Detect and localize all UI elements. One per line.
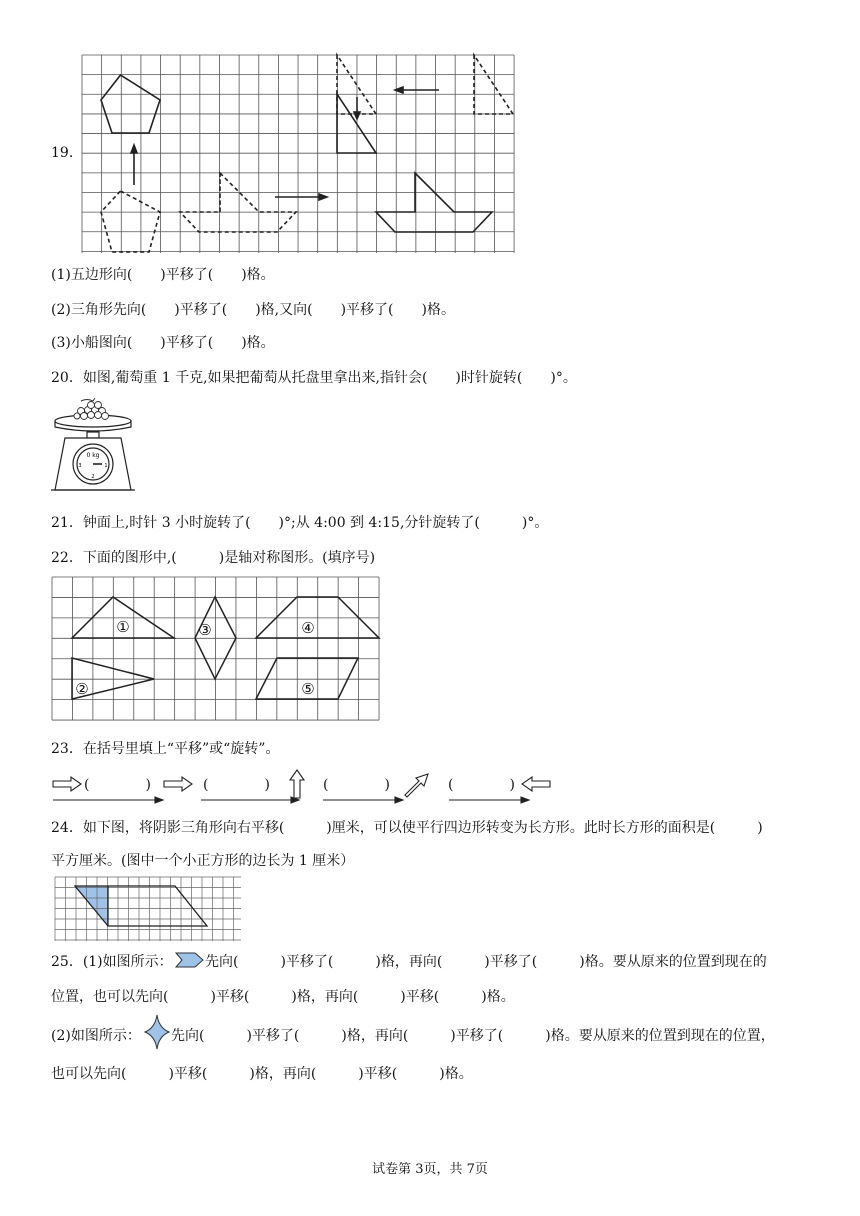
q23-blank-2: ( ) — [203, 777, 270, 793]
pentagon-original — [101, 191, 160, 252]
q19-grid-figure — [82, 55, 514, 253]
q25-p1-prefix: 25．(1)如图所示： — [51, 954, 173, 970]
label-4: ④ — [301, 619, 315, 637]
q25-p2-line-2: 也可以先向( )平移( )格，再向( )平移( )格。 — [51, 1066, 473, 1082]
four-point-star-icon — [144, 1014, 170, 1050]
svg-text:3: 3 — [78, 463, 82, 469]
dial-label: 0 kg — [86, 452, 100, 459]
q25-p2-prefix: (2)如图所示： — [51, 1028, 141, 1044]
q19-line-2: (2)三角形先向( )平移了( )格,又向( )平移了( )格。 — [51, 302, 455, 318]
pentagon-moved — [101, 75, 160, 133]
q24-line-2: 平方厘米。(图中一个小正方形的边长为 1 厘米） — [51, 853, 355, 869]
q20-text: 20．如图,葡萄重 1 千克,如果把葡萄从托盘里拿出来,指针会( )时针旋转( )°。 — [51, 370, 577, 386]
q23-blank-3: ( ) — [323, 777, 390, 793]
label-3: ③ — [198, 621, 212, 639]
q24-grid-figure — [55, 877, 241, 941]
q24-line-1: 24．如下图，将阴影三角形向右平移( )厘米，可以使平行四边形转变为长方形。此时长方形的面积是( ) — [51, 820, 763, 836]
label-5: ⑤ — [301, 680, 315, 698]
q22-grid-figure — [52, 577, 379, 720]
triangle-moved — [474, 55, 513, 114]
q25-p1-line-2: 位置，也可以先向( )平移( )格，再向( )平移( )格。 — [51, 989, 515, 1005]
q23-blank-4: ( ) — [448, 777, 515, 793]
q22-text: 22．下面的图形中,( )是轴对称图形。(填序号) — [51, 550, 376, 566]
svg-text:1: 1 — [104, 463, 108, 469]
label-2: ② — [75, 680, 89, 698]
q21-text: 21．钟面上,时针 3 小时旋转了( )°;从 4:00 到 4:15,分针旋转了( )°。 — [51, 515, 549, 531]
q25-p1-line-1: 先向( )平移了( )格，再向( )平移了( )格。要从原来的位置到现在的 — [205, 954, 767, 970]
q23-text: 23．在括号里填上“平移”或“旋转”。 — [51, 741, 280, 757]
pentagon-arrow-icon — [175, 951, 205, 969]
scale-figure — [51, 398, 135, 494]
q23-blank-1: ( ) — [84, 777, 151, 793]
label-1: ① — [116, 618, 130, 636]
q19-number: 19. — [51, 145, 74, 161]
svg-text:2: 2 — [91, 474, 95, 480]
q19-line-3: (3)小船图向( )平移了( )格。 — [51, 335, 275, 351]
page-footer: 试卷第 3页，共 7页 — [372, 1162, 488, 1177]
q25-p2-line-1: 先向( )平移了( )格，再向( )平移了( )格。要从原来的位置到现在的位置， — [171, 1028, 775, 1044]
q19-line-1: (1)五边形向( )平移了( )格。 — [51, 267, 275, 283]
